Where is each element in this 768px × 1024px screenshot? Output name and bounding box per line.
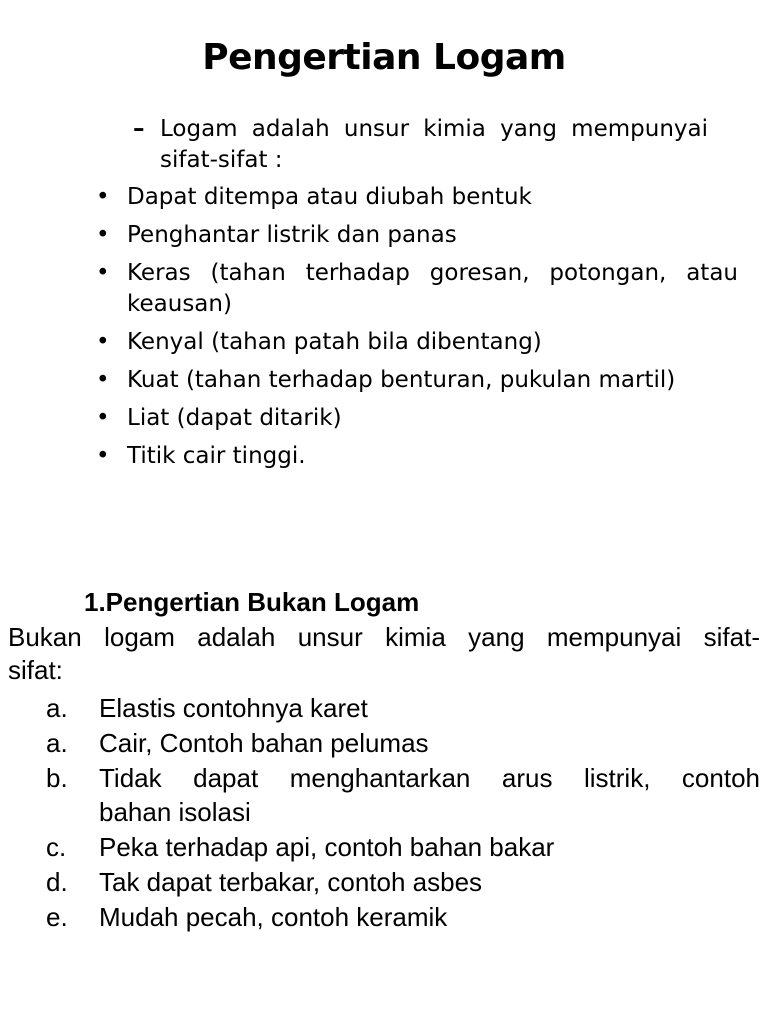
bullet-icon: • [96, 184, 110, 210]
section-heading: 1.Pengertian Bukan Logam [84, 587, 420, 617]
list-marker: b. [46, 763, 68, 793]
list-item [96, 403, 738, 434]
list-item-text-line-2: keausan) [127, 291, 232, 317]
list-item [46, 830, 760, 864]
list-item-text: Cair, Contoh bahan pelumas [99, 728, 429, 758]
page-title: Pengertian Logam [202, 37, 566, 78]
dash-marker: – [133, 116, 145, 142]
section-intro-line-2: sifat: [8, 655, 63, 685]
list-item [46, 726, 760, 760]
section-intro [8, 621, 760, 687]
list-item-text: Peka terhadap api, contoh bahan bakar [99, 832, 555, 862]
list-marker: a. [46, 693, 68, 723]
list-item [96, 327, 738, 358]
list-marker: a. [46, 728, 68, 758]
list-item-text-line-2: bahan isolasi [99, 797, 251, 827]
list-item-text-line-1: Tidak dapat menghantarkan arus listrik, contoh [99, 763, 760, 793]
bullet-icon: • [96, 405, 110, 431]
list-marker: c. [46, 832, 67, 862]
bullet-icon: • [96, 443, 110, 469]
intro-paragraph [133, 114, 708, 176]
section-intro-line-1: Bukan logam adalah unsur kimia yang mempunyai sifat- [8, 622, 760, 652]
list-item [46, 761, 760, 829]
list-marker: d. [46, 867, 68, 897]
list-marker: e. [46, 902, 68, 932]
bullet-icon: • [96, 329, 110, 355]
bullet-icon: • [96, 367, 110, 393]
intro-line-1: Logam adalah unsur kimia yang mempunyai [160, 116, 708, 142]
list-item-text: Tak dapat terbakar, contoh asbes [99, 867, 483, 897]
metal-properties-list [96, 182, 738, 479]
list-item-text: Kuat (tahan terhadap benturan, pukulan martil) [127, 367, 676, 393]
list-item-text-line-1: Keras (tahan terhadap goresan, potongan, atau [127, 260, 738, 286]
intro-line-2: sifat-sifat : [160, 147, 283, 173]
list-item [96, 441, 738, 472]
non-metal-properties-list [46, 691, 760, 935]
list-item [96, 220, 738, 251]
list-item-text: Titik cair tinggi. [127, 443, 306, 469]
list-item [46, 900, 760, 934]
list-item [46, 691, 760, 725]
bullet-icon: • [96, 222, 110, 248]
list-item-text: Penghantar listrik dan panas [127, 222, 457, 248]
list-item-text: Mudah pecah, contoh keramik [99, 902, 448, 932]
intro-text [160, 114, 708, 176]
list-item [96, 182, 738, 213]
list-item-text: Liat (dapat ditarik) [127, 405, 342, 431]
list-item-text: Dapat ditempa atau diubah bentuk [127, 184, 532, 210]
list-item [96, 258, 738, 320]
bullet-icon: • [96, 260, 110, 286]
list-item-text: Elastis contohnya karet [99, 693, 368, 723]
list-item [46, 865, 760, 899]
list-item-text: Kenyal (tahan patah bila dibentang) [127, 329, 542, 355]
list-item [96, 365, 738, 396]
